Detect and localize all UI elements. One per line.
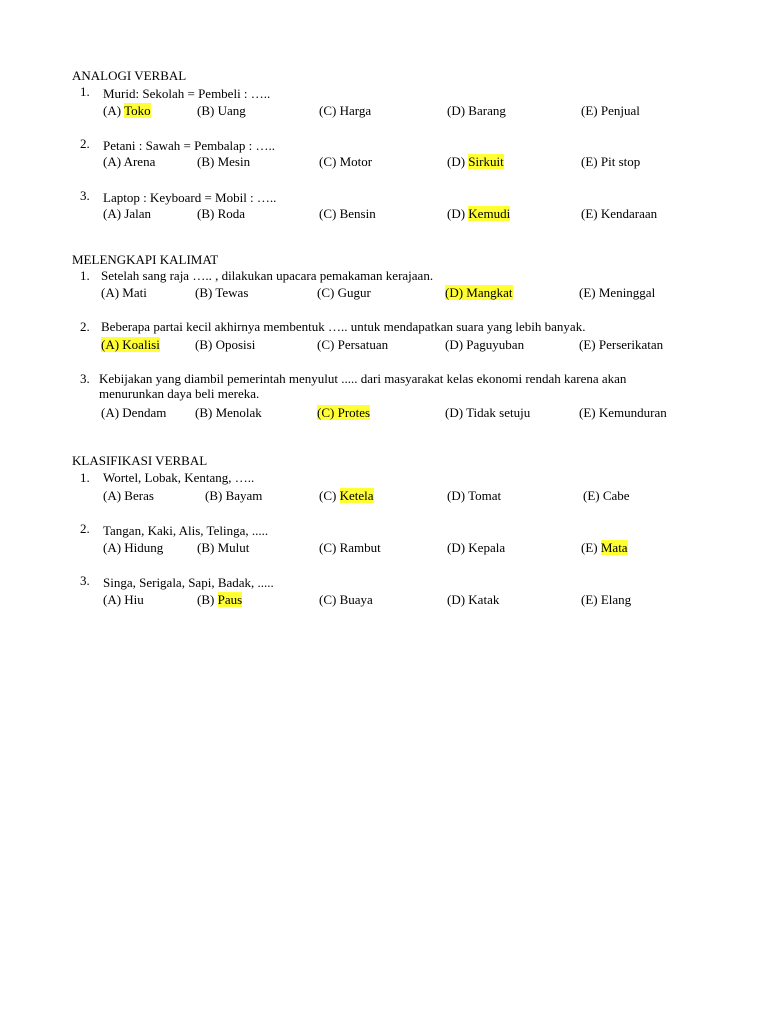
option-b xyxy=(205,488,262,503)
option-letter: (E) xyxy=(581,103,598,118)
option-text: Tewas xyxy=(215,285,249,300)
option-text: Hidung xyxy=(124,540,164,555)
option-text: Toko xyxy=(124,103,151,118)
option-letter: (D) xyxy=(447,154,466,169)
option-text: Mulut xyxy=(217,540,250,555)
option-text: Ketela xyxy=(339,488,374,503)
option-a xyxy=(103,592,144,607)
option-letter: (C) xyxy=(319,488,337,503)
option-a xyxy=(103,206,151,221)
option-text: Meninggal xyxy=(598,285,656,300)
option-e xyxy=(583,488,630,503)
option-letter: (D) xyxy=(445,337,464,352)
option-text: Dendam xyxy=(122,405,167,420)
option-e xyxy=(581,540,628,555)
option-letter: (C) xyxy=(317,285,335,300)
option-letter: (E) xyxy=(579,337,596,352)
question-text: Wortel, Lobak, Kentang, ….. xyxy=(103,470,255,485)
option-text: Paus xyxy=(217,592,243,607)
option-letter: (D) xyxy=(447,103,466,118)
option-text: Gugur xyxy=(337,285,371,300)
option-letter: (E) xyxy=(579,405,596,420)
option-letter: (A) xyxy=(103,154,122,169)
question-text: Beberapa partai kecil akhirnya membentuk ….. untuk mendapatkan suara yang lebih banyak. xyxy=(101,319,586,334)
option-c xyxy=(319,103,371,118)
option-letter: (A) xyxy=(103,488,122,503)
option-e xyxy=(581,206,657,221)
option-letter: (A) xyxy=(103,592,122,607)
option-text: Sirkuit xyxy=(468,154,504,169)
option-letter: (C) xyxy=(319,206,337,221)
option-d xyxy=(447,154,504,169)
question-number: 3. xyxy=(80,188,90,203)
option-b xyxy=(195,405,262,420)
option-letter: (B) xyxy=(197,103,215,118)
option-b xyxy=(197,103,246,118)
option-c xyxy=(319,592,373,607)
option-e xyxy=(581,103,640,118)
option-c xyxy=(319,154,372,169)
option-letter: (A) xyxy=(103,103,122,118)
option-d xyxy=(447,592,499,607)
question-number: 2. xyxy=(80,521,90,536)
question-number: 1. xyxy=(80,268,90,283)
option-text: Menolak xyxy=(215,405,262,420)
option-b xyxy=(197,592,242,607)
option-a xyxy=(103,154,155,169)
option-text: Mangkat xyxy=(466,285,513,300)
option-c xyxy=(319,540,381,555)
option-e xyxy=(579,285,655,300)
option-letter: (B) xyxy=(197,540,215,555)
option-b xyxy=(197,154,250,169)
option-text: Roda xyxy=(217,206,246,221)
option-letter: (A) xyxy=(103,540,122,555)
option-d xyxy=(447,206,510,221)
option-text: Kemunduran xyxy=(598,405,667,420)
option-letter: (E) xyxy=(581,540,598,555)
option-letter: (B) xyxy=(195,337,213,352)
option-text: Tomat xyxy=(468,488,502,503)
option-b xyxy=(197,540,249,555)
option-text: Rambut xyxy=(339,540,381,555)
option-letter: (A) xyxy=(101,405,120,420)
option-d xyxy=(445,337,524,352)
question-number: 3. xyxy=(80,371,90,386)
option-d xyxy=(445,285,513,300)
option-letter: (B) xyxy=(197,154,215,169)
option-text: Jalan xyxy=(124,206,152,221)
question-text: Petani : Sawah = Pembalap : ….. xyxy=(103,138,275,153)
option-letter: (A) xyxy=(101,285,120,300)
option-e xyxy=(581,592,631,607)
option-a xyxy=(101,337,160,352)
option-letter: (D) xyxy=(445,405,464,420)
option-letter: (C) xyxy=(319,154,337,169)
option-letter: (B) xyxy=(197,206,215,221)
option-text: Mati xyxy=(122,285,147,300)
question-number: 2. xyxy=(80,136,90,151)
option-a xyxy=(101,405,166,420)
option-letter: (B) xyxy=(195,285,213,300)
option-text: Oposisi xyxy=(215,337,256,352)
question-text-continued: menurunkan daya beli mereka. xyxy=(99,386,260,401)
question-text: Laptop : Keyboard = Mobil : ….. xyxy=(103,190,277,205)
section-title: MELENGKAPI KALIMAT xyxy=(72,252,219,267)
option-a xyxy=(103,540,163,555)
option-text: Penjual xyxy=(600,103,640,118)
option-letter: (C) xyxy=(319,540,337,555)
option-text: Protes xyxy=(337,405,371,420)
question-text: Setelah sang raja ….. , dilakukan upacara pemakaman kerajaan. xyxy=(101,268,434,283)
option-c xyxy=(319,488,374,503)
option-letter: (D) xyxy=(445,285,464,300)
option-text: Kepala xyxy=(468,540,506,555)
option-text: Kendaraan xyxy=(600,206,658,221)
option-text: Bensin xyxy=(339,206,376,221)
option-e xyxy=(579,337,663,352)
question-number: 2. xyxy=(80,319,90,334)
option-d xyxy=(447,540,505,555)
option-text: Perserikatan xyxy=(598,337,664,352)
option-letter: (B) xyxy=(205,488,223,503)
section-title: ANALOGI VERBAL xyxy=(72,68,187,83)
option-letter: (C) xyxy=(317,337,335,352)
question-text: Singa, Serigala, Sapi, Badak, ..... xyxy=(103,575,274,590)
option-letter: (A) xyxy=(103,206,122,221)
option-text: Elang xyxy=(600,592,632,607)
option-b xyxy=(195,285,248,300)
option-text: Arena xyxy=(123,154,156,169)
option-letter: (D) xyxy=(447,206,466,221)
option-text: Persatuan xyxy=(337,337,389,352)
option-text: Buaya xyxy=(339,592,373,607)
option-c xyxy=(317,405,370,420)
option-e xyxy=(579,405,667,420)
option-letter: (C) xyxy=(317,405,335,420)
option-text: Uang xyxy=(217,103,246,118)
option-letter: (C) xyxy=(319,592,337,607)
option-letter: (E) xyxy=(583,488,600,503)
option-text: Hiu xyxy=(124,592,144,607)
option-letter: (E) xyxy=(581,154,598,169)
option-text: Mata xyxy=(600,540,628,555)
option-letter: (B) xyxy=(195,405,213,420)
option-a xyxy=(103,103,151,118)
option-b xyxy=(197,206,245,221)
option-text: Cabe xyxy=(602,488,630,503)
option-letter: (D) xyxy=(447,592,466,607)
option-c xyxy=(317,285,371,300)
option-e xyxy=(581,154,640,169)
option-text: Paguyuban xyxy=(466,337,525,352)
option-d xyxy=(445,405,530,420)
option-c xyxy=(319,206,376,221)
option-text: Mesin xyxy=(217,154,251,169)
option-text: Pit stop xyxy=(600,154,641,169)
option-d xyxy=(447,488,501,503)
option-letter: (E) xyxy=(579,285,596,300)
question-number: 3. xyxy=(80,573,90,588)
option-text: Harga xyxy=(339,103,372,118)
question-text: Kebijakan yang diambil pemerintah menyulut ..... dari masyarakat kelas ekonomi rendah karena akan xyxy=(99,371,627,386)
option-a xyxy=(101,285,147,300)
option-letter: (E) xyxy=(581,206,598,221)
option-letter: (D) xyxy=(447,488,466,503)
option-letter: (D) xyxy=(447,540,466,555)
option-letter: (C) xyxy=(319,103,337,118)
question-text: Tangan, Kaki, Alis, Telinga, ..... xyxy=(103,523,269,538)
option-letter: (A) xyxy=(101,337,120,352)
option-a xyxy=(103,488,154,503)
option-text: Beras xyxy=(124,488,154,503)
question-number: 1. xyxy=(80,470,90,485)
option-text: Barang xyxy=(468,103,506,118)
option-b xyxy=(195,337,255,352)
section-title: KLASIFIKASI VERBAL xyxy=(72,453,208,468)
option-letter: (E) xyxy=(581,592,598,607)
option-text: Motor xyxy=(339,154,373,169)
option-c xyxy=(317,337,388,352)
option-text: Katak xyxy=(468,592,500,607)
option-text: Koalisi xyxy=(122,337,160,352)
option-text: Kemudi xyxy=(468,206,511,221)
option-letter: (B) xyxy=(197,592,215,607)
question-text: Murid: Sekolah = Pembeli : ….. xyxy=(103,86,271,101)
option-d xyxy=(447,103,506,118)
question-number: 1. xyxy=(80,84,90,99)
option-text: Bayam xyxy=(225,488,263,503)
option-text: Tidak setuju xyxy=(466,405,531,420)
